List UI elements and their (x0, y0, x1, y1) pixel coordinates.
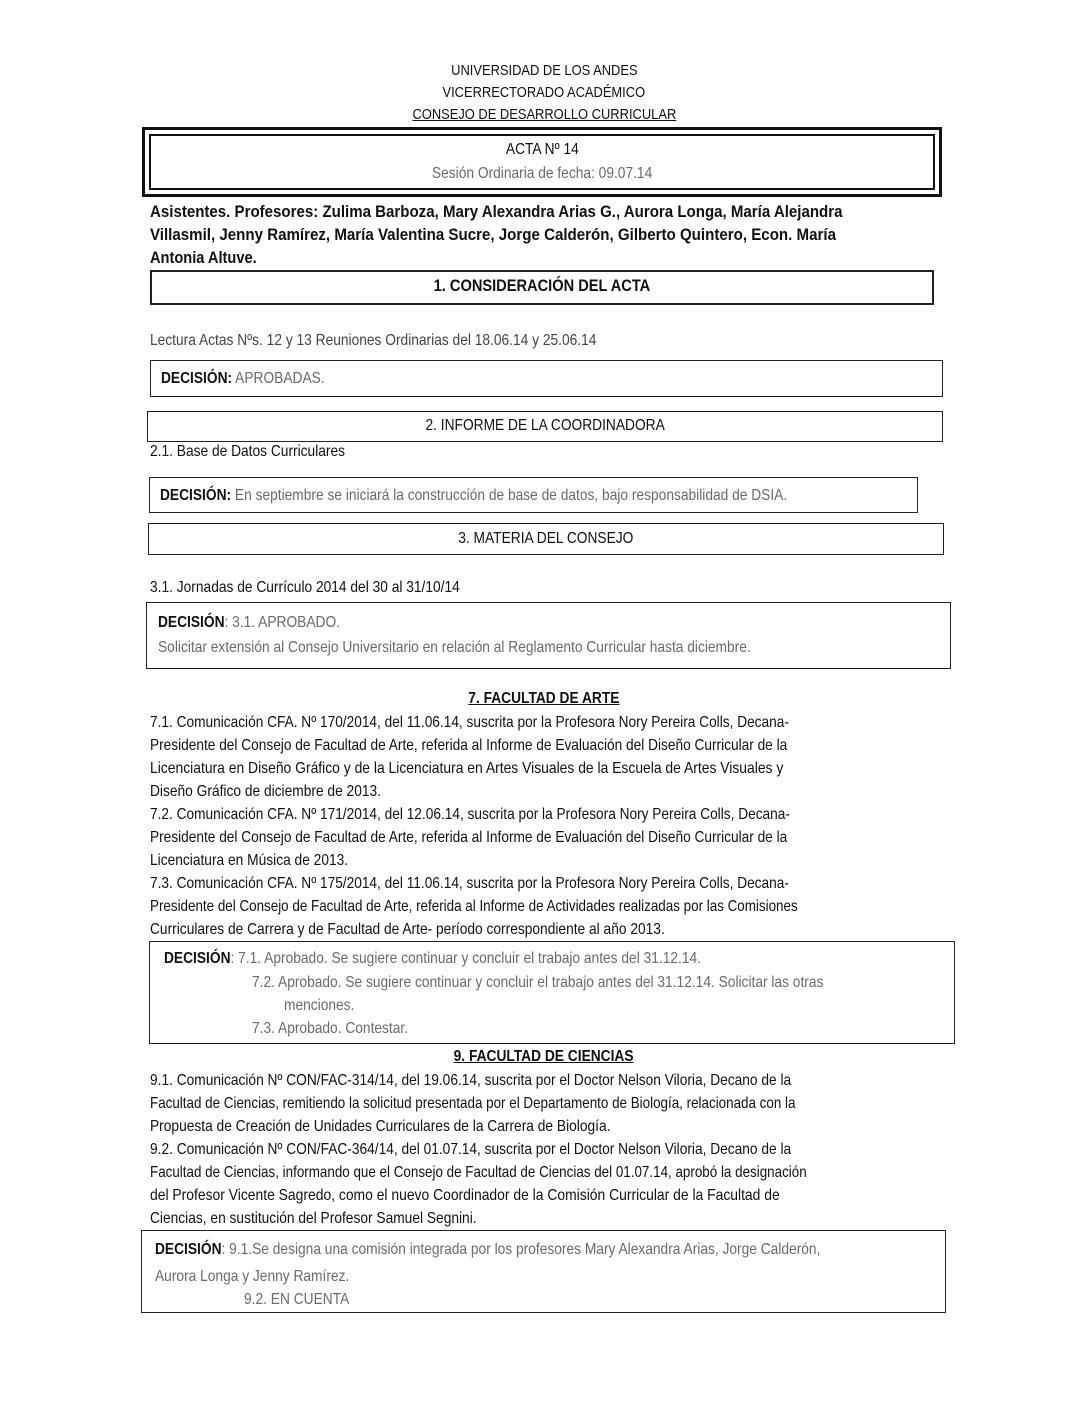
decision-text: En septiembre se iniciará la construcción de base de datos, bajo responsabilidad de DSIA. (231, 487, 788, 504)
section-9-line: Propuesta de Creación de Unidades Curriculares de la Carrera de Biología. (150, 1118, 611, 1135)
asistentes-line-1: Asistentes. Profesores: Zulima Barboza, Mary Alexandra Arias G., Aurora Longa, María Alejandra (150, 202, 843, 221)
decision-line-3: menciones. (284, 997, 355, 1014)
section-9-title: 9. FACULTAD DE CIENCIAS (454, 1048, 634, 1065)
decision-line-3: 9.2. EN CUENTA (244, 1291, 350, 1308)
asistentes-line-2: Villasmil, Jenny Ramírez, María Valentina Sucre, Jorge Calderón, Gilberto Quintero, Econ. María (150, 225, 836, 244)
decision-text: APROBADAS. (232, 370, 325, 387)
decision-label: DECISIÓN (164, 950, 231, 967)
acta-title: ACTA Nº 14 (505, 141, 579, 158)
section-9-line: del Profesor Vicente Sagredo, como el nuevo Coordinador de la Comisión Curricular de la Facultad de (150, 1187, 780, 1204)
section-7-line: Licenciatura en Diseño Gráfico y de la Licenciatura en Artes Visuales de la Escuela de Artes Visuales y (150, 760, 784, 777)
section-7-line: Diseño Gráfico de diciembre de 2013. (150, 783, 381, 800)
section-3-title: 3. MATERIA DEL CONSEJO (458, 530, 634, 547)
decision-line-4: 7.3. Aprobado. Contestar. (252, 1020, 409, 1037)
section-2-decision-box (149, 477, 918, 513)
section-3-decision-box (146, 602, 951, 669)
section-9-body (150, 1069, 938, 1230)
acta-session: Sesión Ordinaria de fecha: 09.07.14 (431, 165, 653, 182)
decision-text: : 3.1. APROBADO. (224, 614, 340, 631)
university-name: UNIVERSIDAD DE LOS ANDES (450, 62, 638, 79)
section-7-body (150, 711, 938, 941)
section-9-line: 9.2. Comunicación Nº CON/FAC-364/14, del 01.07.14, suscrita por el Doctor Nelson Viloria, Decano de la (150, 1141, 792, 1158)
decision-label: DECISIÓN (158, 614, 225, 631)
acta-box (142, 127, 942, 197)
section-9-line: Ciencias, en sustitución del Profesor Samuel Segnini. (150, 1210, 477, 1227)
section-1-title: 1. CONSIDERACIÓN DEL ACTA (433, 276, 651, 295)
asistentes-line-3: Antonia Altuve. (150, 248, 257, 267)
decision-line-2: Aurora Longa y Jenny Ramírez. (155, 1268, 350, 1285)
section-7-line: 7.2. Comunicación CFA. Nº 171/2014, del 12.06.14, suscrita por la Profesora Nory Pereira Colls, Decana- (150, 806, 790, 823)
decision-line-2: 7.2. Aprobado. Se sugiere continuar y concluir el trabajo antes del 31.12.14. Solicitar las otras (252, 974, 824, 991)
section-7-line: 7.3. Comunicación CFA. Nº 175/2014, del 11.06.14, suscrita por la Profesora Nory Pereira Colls, Decana- (150, 875, 789, 892)
section-3-item: 3.1. Jornadas de Currículo 2014 del 30 al 31/10/14 (150, 579, 460, 596)
section-9-line: Facultad de Ciencias, informando que el Consejo de Facultad de Ciencias del 01.07.14, aprobó la designación (150, 1164, 807, 1181)
vicerrectorado-name: VICERRECTORADO ACADÉMICO (442, 84, 646, 101)
section-7-line: Licenciatura en Música de 2013. (150, 852, 349, 869)
section-2-title: 2. INFORME DE LA COORDINADORA (425, 417, 665, 434)
section-7-decision-box (149, 941, 955, 1044)
section-7-line: 7.1. Comunicación CFA. Nº 170/2014, del 11.06.14, suscrita por la Profesora Nory Pereira Colls, Decana- (150, 714, 789, 731)
decision-text: : 7.1. Aprobado. Se sugiere continuar y concluir el trabajo antes del 31.12.14. (230, 950, 701, 967)
section-2-header (147, 411, 943, 442)
decision-label: DECISIÓN: (160, 487, 232, 504)
section-7-line: Presidente del Consejo de Facultad de Arte, referida al Informe de Evaluación del Diseño Curricular de la (150, 737, 788, 754)
section-2-item: 2.1. Base de Datos Curriculares (150, 443, 346, 460)
section-1-text: Lectura Actas Nºs. 12 y 13 Reuniones Ordinarias del 18.06.14 y 25.06.14 (150, 332, 597, 349)
decision-line-2: Solicitar extensión al Consejo Universitario en relación al Reglamento Curricular hasta diciembre. (158, 639, 751, 656)
section-7-line: Curriculares de Carrera y de Facultad de Arte- período correspondiente al año 2013. (150, 921, 665, 938)
decision-label: DECISIÓN: (161, 370, 233, 387)
section-7-title: 7. FACULTAD DE ARTE (468, 690, 620, 707)
section-1-header (150, 270, 934, 305)
consejo-name: CONSEJO DE DESARROLLO CURRICULAR (412, 106, 676, 123)
section-7-line: Presidente del Consejo de Facultad de Arte, referida al Informe de Actividades realizadas por las Comisiones (150, 898, 798, 915)
decision-text: : 9.1.Se designa una comisión integrada por los profesores Mary Alexandra Arias, Jorge Calderón, (221, 1241, 821, 1258)
section-7-line: Presidente del Consejo de Facultad de Arte, referida al Informe de Evaluación del Diseño Curricular de la (150, 829, 788, 846)
section-9-line: 9.1. Comunicación Nº CON/FAC-314/14, del 19.06.14, suscrita por el Doctor Nelson Viloria, Decano de la (150, 1072, 792, 1089)
section-1-decision-box (150, 360, 943, 397)
decision-label: DECISIÓN (155, 1241, 222, 1258)
section-9-line: Facultad de Ciencias, remitiendo la solicitud presentada por el Departamento de Biología, relacionada con la (150, 1095, 796, 1112)
section-9-decision-box (141, 1230, 946, 1313)
section-3-header (148, 523, 944, 555)
